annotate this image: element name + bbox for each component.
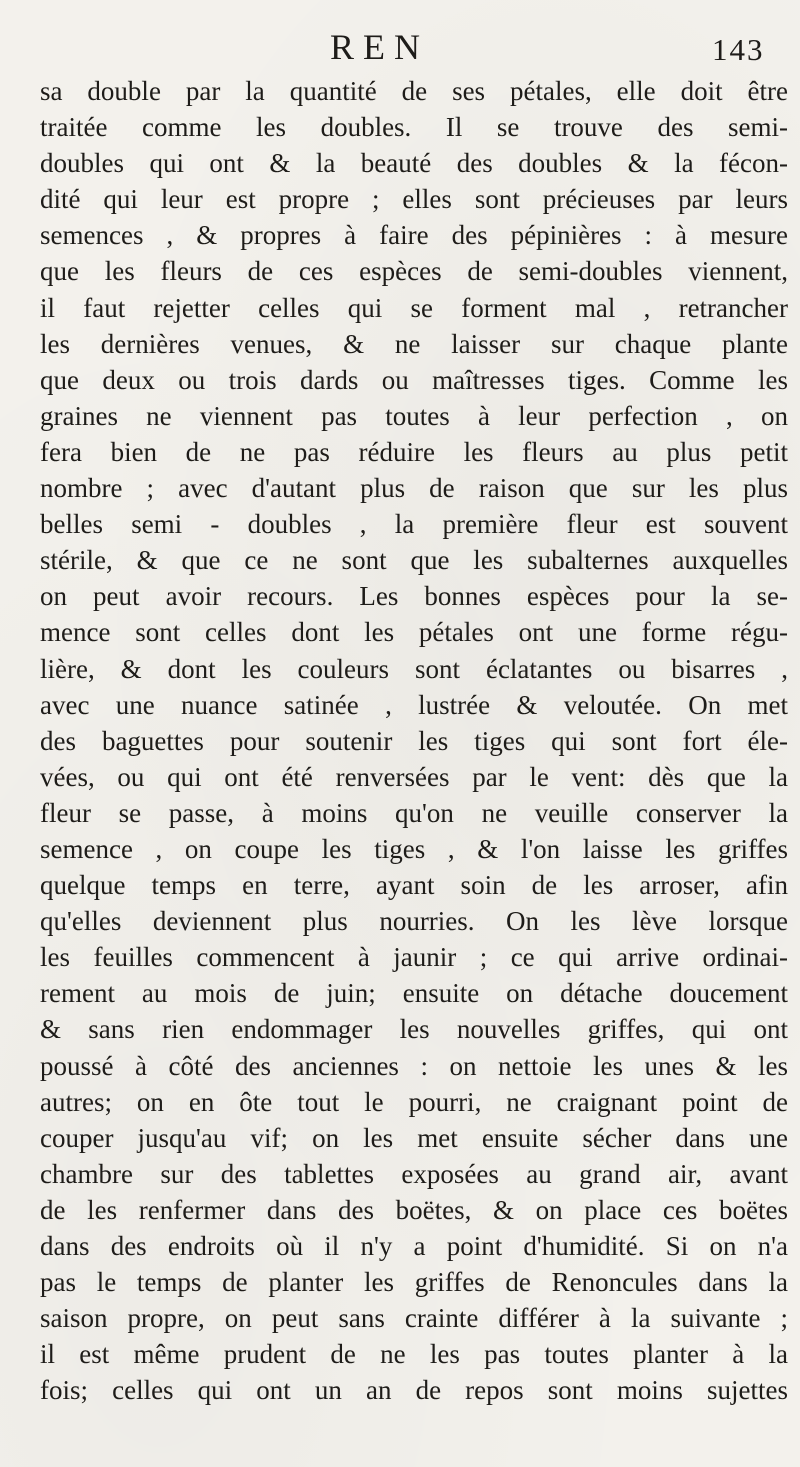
text-line: & sans rien endommager les nouvelles griffes, qui ont: [40, 1014, 788, 1045]
text-line: pas le temps de planter les griffes de Renoncules dans la: [40, 1267, 788, 1298]
text-line: semences , & propres à faire des pépinières : à mesure: [40, 220, 788, 251]
text-line: on peut avoir recours. Les bonnes espèces pour la se-: [40, 581, 788, 612]
text-line: vées, ou qui ont été renversées par le vent: dès que la: [40, 761, 788, 792]
running-title: REN: [330, 27, 429, 67]
text-line: avec une nuance satinée , lustrée & veloutée. On met: [40, 689, 788, 720]
text-line: que les fleurs de ces espèces de semi-doubles viennent,: [40, 256, 788, 287]
text-line: autres; on en ôte tout le pourri, ne craignant point de: [40, 1086, 788, 1117]
body-text: [40, 73, 788, 1408]
running-head: [0, 20, 800, 70]
text-line: traitée comme les doubles. Il se trouve des semi-: [40, 112, 788, 143]
text-line: doubles qui ont & la beauté des doubles & la fécon-: [40, 148, 788, 179]
text-line: mence sont celles dont les pétales ont une forme régu-: [40, 617, 788, 648]
text-line: il est même prudent de ne les pas toutes planter à la: [40, 1339, 788, 1370]
text-line: sa double par la quantité de ses pétales, elle doit être: [40, 76, 788, 106]
text-line: il faut rejetter celles qui se forment mal , retrancher: [40, 292, 788, 323]
text-line: fera bien de ne pas réduire les fleurs au plus petit: [40, 436, 788, 467]
page-number: 143: [712, 32, 765, 67]
text-line: de les renfermer dans des boëtes, & on place ces boëtes: [40, 1194, 788, 1225]
text-line: fleur se passe, à moins qu'on ne veuille conserver la: [40, 797, 788, 828]
text-line: belles semi - doubles , la première fleur est souvent: [40, 509, 788, 540]
text-line: que deux ou trois dards ou maîtresses tiges. Comme les: [40, 364, 788, 395]
text-line: graines ne viennent pas toutes à leur perfection , on: [40, 400, 788, 431]
text-line: couper jusqu'au vif; on les met ensuite sécher dans une: [40, 1122, 788, 1153]
text-line: des baguettes pour soutenir les tiges qui sont fort éle-: [40, 725, 788, 756]
text-line: qu'elles deviennent plus nourries. On les lève lorsque: [40, 906, 788, 937]
text-line: poussé à côté des anciennes : on nettoie les unes & les: [40, 1050, 788, 1081]
text-line: les dernières venues, & ne laisser sur chaque plante: [40, 328, 788, 359]
text-line: chambre sur des tablettes exposées au grand air, avant: [40, 1158, 788, 1189]
text-line: saison propre, on peut sans crainte différer à la suivante ;: [40, 1303, 788, 1334]
text-line: stérile, & que ce ne sont que les subalternes auxquelles: [40, 545, 788, 576]
text-line: les feuilles commencent à jaunir ; ce qui arrive ordinai-: [40, 942, 788, 973]
text-line: lière, & dont les couleurs sont éclatantes ou bisarres ,: [40, 653, 788, 684]
text-line: quelque temps en terre, ayant soin de les arroser, afin: [40, 870, 788, 901]
text-line: fois; celles qui ont un an de repos sont moins sujettes: [40, 1375, 788, 1406]
text-line: rement au mois de juin; ensuite on détache doucement: [40, 978, 788, 1009]
text-line: dité qui leur est propre ; elles sont précieuses par leurs: [40, 184, 788, 215]
text-line: dans des endroits où il n'y a point d'humidité. Si on n'a: [40, 1231, 788, 1261]
text-line: semence , on coupe les tiges , & l'on laisse les griffes: [40, 833, 788, 864]
text-line: nombre ; avec d'autant plus de raison que sur les plus: [40, 473, 788, 504]
